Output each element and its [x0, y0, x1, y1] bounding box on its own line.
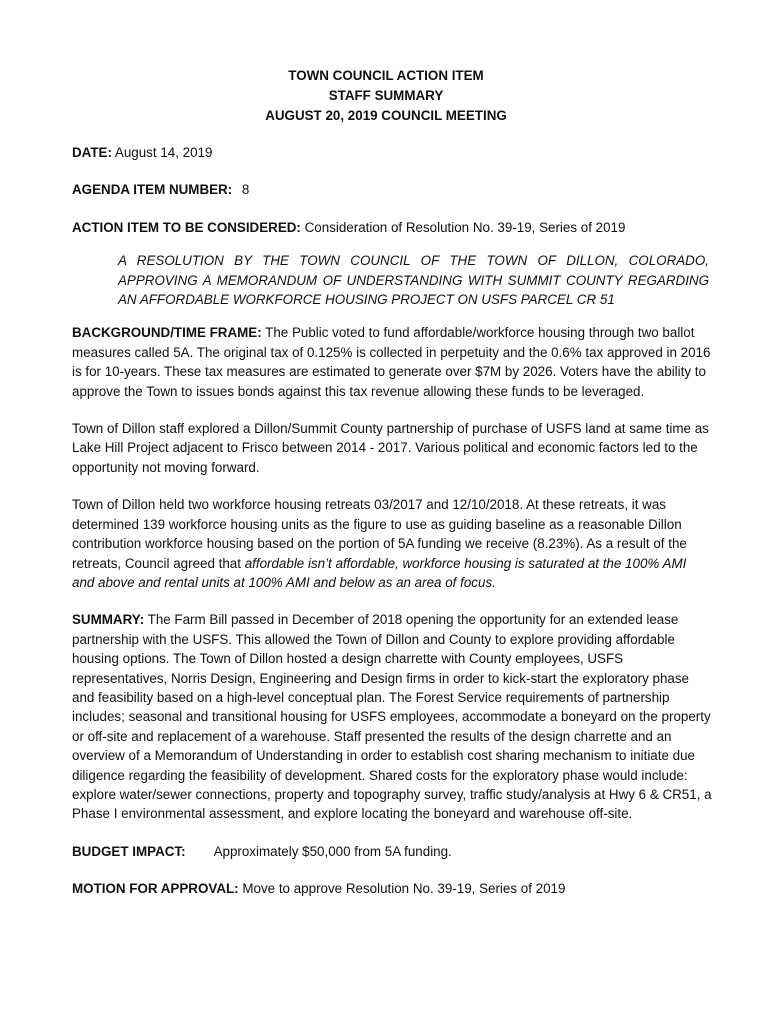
action-item-line: [72, 218, 712, 237]
background-label: BACKGROUND/TIME FRAME:: [72, 325, 262, 341]
agenda-item-label: AGENDA ITEM NUMBER:: [72, 182, 233, 198]
background-text-1: The Public voted to fund affordable/workforce housing through two ballot measures called 5A. The original tax of 0.125% is collected in perpetuity and the 0.6% tax approved in 2016 is for 10-years. These tax measures are estimated to generate over $7M by 2026. Voters have the ability to approve the Town to issues bonds against this tax revenue allowing these funds to be leveraged.: [72, 325, 711, 399]
budget-line: [72, 842, 712, 861]
action-item-value: Consideration of Resolution No. 39-19, Series of 2019: [304, 219, 626, 235]
date-value: August 14, 2019: [114, 145, 213, 160]
header-title: TOWN COUNCIL ACTION ITEM: [288, 68, 484, 83]
agenda-item-line: [72, 180, 712, 199]
summary-text: The Farm Bill passed in December of 2018 opening the opportunity for an extended lease partnership with the USFS. This allowed the Town of Dillon and County to explore providing affordable housing options. The Town of Dillon hosted a design charrette with County employees, USFS representatives, Norris Design, Engineering and Design firms in order to kick-start the exploratory phase and feasibility based on a high-level conceptual plan. The Forest Service requirements of partnership includes; seasonal and transitional housing for USFS employees, accommodate a boneyard on the property or off-site and replacement of a warehouse. Staff presented the results of the design charrette and an overview of a Memorandum of Understanding in order to establish cost sharing mechanism to initiate due diligence regarding the feasibility of development. Shared costs for the exploratory phase would include: explore water/sewer connections, property and topography survey, traffic study/analysis at Hwy 6 & CR51, a Phase I environmental assessment, and explore locating the boneyard and warehouse off-site.: [72, 612, 712, 822]
background-emphasis: affordable isn’t affordable, workforce housing is saturated at the 100% AMI and above and rental units at 100% AMI and below as an area of focus.: [72, 555, 687, 590]
motion-line: [72, 879, 712, 898]
motion-value: Move to approve Resolution No. 39-19, Series of 2019: [242, 881, 566, 897]
summary-label: SUMMARY:: [72, 612, 145, 628]
background-text-3: Town of Dillon held two workforce housing retreats 03/2017 and 12/10/2018. At these retreats, it was determined 139 workforce housing units as the figure to use as guiding baseline as a reasonable Dillon contribution workforce housing based on the portion of 5A funding we receive (8.23%). As a result of the retreats, Council agreed that: [72, 497, 687, 571]
summary-paragraph: [72, 610, 712, 823]
budget-label: BUDGET IMPACT:: [72, 843, 186, 859]
background-paragraph-1: [72, 323, 712, 401]
header-subtitle: STAFF SUMMARY: [328, 88, 444, 103]
document-header: [60, 66, 712, 126]
background-paragraph-3: [72, 495, 712, 592]
resolution-text: A RESOLUTION BY THE TOWN COUNCIL OF THE TOWN OF DILLON, COLORADO, APPROVING A MEMORANDUM OF UNDERSTANDING WITH SUMMIT COUNTY REGARDING AN AFFORDABLE WORKFORCE HOUSING PROJECT ON USFS PARCEL CR 51: [118, 253, 709, 308]
background-paragraph-2: Town of Dillon staff explored a Dillon/Summit County partnership of purchase of USFS land at same time as Lake Hill Project adjacent to Frisco between 2014 - 2017. Various political and economic factors led to the opportunity not moving forward.: [72, 421, 709, 475]
budget-value: Approximately $50,000 from 5A funding.: [213, 843, 452, 859]
date-label: DATE:: [72, 145, 112, 160]
date-line: [72, 143, 712, 162]
action-item-label: ACTION ITEM TO BE CONSIDERED:: [72, 219, 301, 235]
motion-label: MOTION FOR APPROVAL:: [72, 881, 239, 897]
header-meeting: AUGUST 20, 2019 COUNCIL MEETING: [265, 108, 507, 123]
agenda-item-value: 8: [241, 182, 250, 198]
document-body: [72, 66, 712, 899]
